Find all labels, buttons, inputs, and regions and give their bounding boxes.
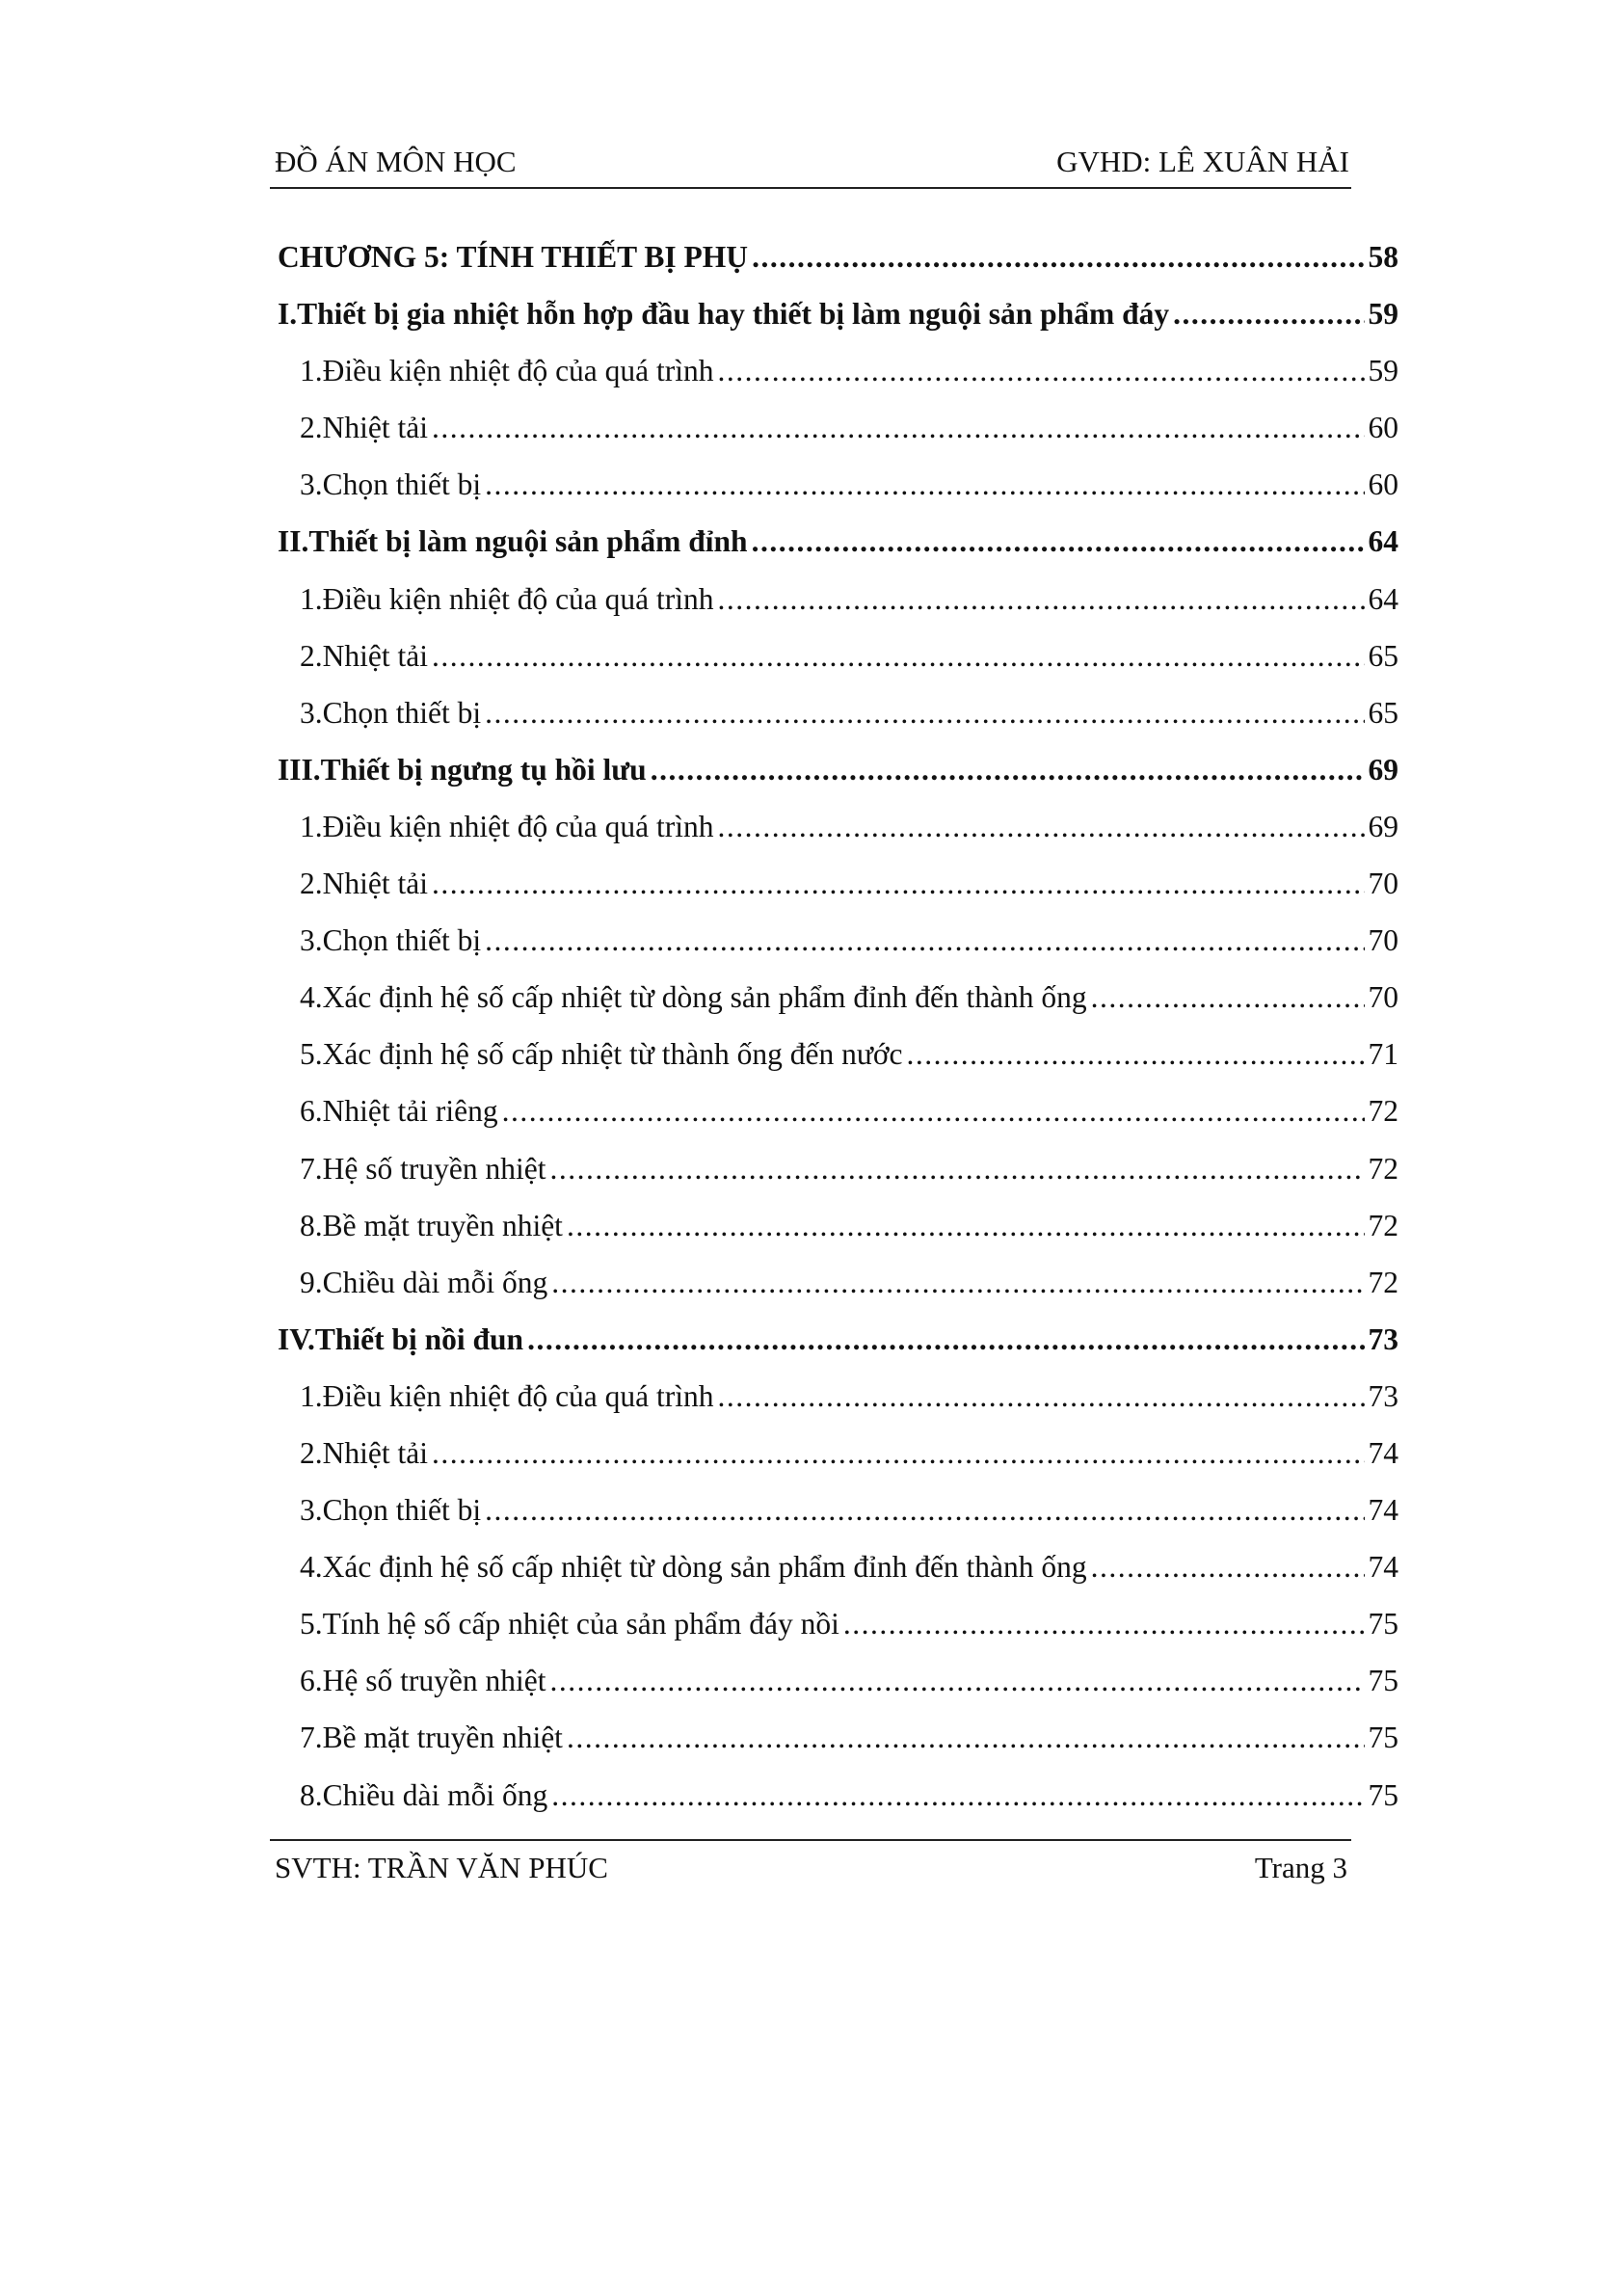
toc-entry-title: Thiết bị gia nhiệt hỗn hợp đầu hay thiết bị làm nguội sản phẩm đáy — [297, 297, 1170, 332]
dot-leader — [502, 1093, 1365, 1130]
toc-entry-page: 70 — [1368, 980, 1398, 1015]
toc-entry-page: 75 — [1368, 1721, 1398, 1755]
toc-entry-page: 75 — [1368, 1664, 1398, 1698]
dot-leader — [549, 1151, 1364, 1188]
toc-entry-number: 3. — [300, 923, 323, 958]
dot-leader — [752, 523, 1365, 560]
dot-leader — [1173, 296, 1364, 333]
toc-subsection-entry — [278, 638, 1398, 695]
dot-leader — [551, 1265, 1364, 1301]
table-of-contents — [278, 239, 1398, 1834]
toc-entry-number: 6. — [300, 1664, 323, 1698]
toc-subsection-entry — [278, 581, 1398, 638]
toc-entry-title: Điều kiện nhiệt độ của quá trình — [322, 1378, 714, 1413]
toc-entry-number: 7. — [300, 1721, 323, 1755]
toc-subsection-entry — [278, 1606, 1398, 1663]
page-footer — [275, 1851, 1347, 1885]
toc-section-entry — [278, 752, 1398, 809]
footer-page-number: Trang 3 — [1254, 1851, 1347, 1884]
toc-subsection-entry — [278, 1720, 1398, 1776]
dot-leader — [752, 239, 1364, 276]
toc-subsection-entry — [278, 1378, 1398, 1435]
toc-entry-number: 5. — [300, 1037, 323, 1072]
toc-entry-number: 5. — [300, 1607, 323, 1641]
toc-entry-number: 7. — [300, 1151, 323, 1186]
toc-entry-number: 2. — [300, 638, 323, 673]
toc-entry-number: 1. — [300, 809, 323, 843]
toc-entry-title: Chọn thiết bị — [322, 695, 482, 730]
toc-entry-page: 65 — [1368, 695, 1398, 730]
toc-entry-number: IV. — [278, 1321, 315, 1356]
toc-entry-title: Thiết bị làm nguội sản phẩm đỉnh — [308, 524, 748, 559]
toc-entry-title: Chọn thiết bị — [322, 1493, 482, 1528]
toc-entry-number: I. — [278, 297, 298, 332]
toc-entry-title: Nhiệt tải — [322, 638, 428, 673]
toc-subsection-entry — [278, 1777, 1398, 1834]
dot-leader — [843, 1606, 1365, 1642]
dot-leader — [651, 752, 1365, 788]
toc-entry-title: Xác định hệ số cấp nhiệt từ dòng sản phẩm đỉnh đến thành ống — [322, 980, 1087, 1015]
toc-entry-title: Chiều dài mỗi ống — [322, 1777, 548, 1812]
toc-section-entry — [278, 523, 1398, 580]
toc-entry-page: 74 — [1368, 1550, 1398, 1585]
toc-subsection-entry — [278, 1492, 1398, 1549]
dot-leader — [549, 1663, 1364, 1699]
toc-entry-page: 75 — [1368, 1607, 1398, 1641]
toc-entry-number: 8. — [300, 1208, 323, 1242]
dot-leader — [527, 1321, 1364, 1358]
toc-chapter-entry — [278, 239, 1398, 296]
toc-entry-title: Tính hệ số cấp nhiệt của sản phẩm đáy nồi — [322, 1607, 839, 1641]
toc-entry-number: 2. — [300, 867, 323, 901]
toc-entry-title: Chiều dài mỗi ống — [322, 1265, 548, 1299]
toc-entry-title: Thiết bị nồi đun — [314, 1321, 524, 1356]
toc-entry-page: 74 — [1368, 1435, 1398, 1470]
toc-entry-page: 60 — [1368, 467, 1398, 502]
toc-subsection-entry — [278, 979, 1398, 1036]
toc-entry-title: Điều kiện nhiệt độ của quá trình — [322, 809, 714, 843]
dot-leader — [485, 467, 1364, 503]
toc-entry-page: 71 — [1368, 1037, 1398, 1072]
toc-subsection-entry — [278, 1208, 1398, 1265]
toc-subsection-entry — [278, 695, 1398, 752]
toc-section-entry — [278, 1321, 1398, 1378]
footer-student: SVTH: TRẦN VĂN PHÚC — [275, 1851, 608, 1884]
toc-entry-page: 75 — [1368, 1777, 1398, 1812]
dot-leader — [567, 1720, 1365, 1756]
toc-entry-number: 4. — [300, 980, 323, 1015]
toc-entry-title: Nhiệt tải — [322, 867, 428, 901]
toc-entry-page: 65 — [1368, 638, 1398, 673]
dot-leader — [567, 1208, 1365, 1244]
toc-entry-number: 1. — [300, 581, 323, 616]
toc-entry-title: Điều kiện nhiệt độ của quá trình — [322, 581, 714, 616]
toc-subsection-entry — [278, 922, 1398, 979]
toc-entry-page: 69 — [1368, 752, 1398, 787]
toc-entry-title: Thiết bị ngưng tụ hồi lưu — [320, 752, 647, 787]
toc-entry-number: 9. — [300, 1265, 323, 1299]
dot-leader — [485, 695, 1364, 732]
toc-entry-page: 58 — [1368, 240, 1398, 274]
toc-entry-page: 72 — [1368, 1094, 1398, 1129]
toc-subsection-entry — [278, 353, 1398, 410]
toc-entry-page: 59 — [1368, 354, 1398, 388]
toc-entry-title: Nhiệt tải — [322, 1435, 428, 1470]
toc-entry-number: II. — [278, 524, 309, 559]
toc-subsection-entry — [278, 809, 1398, 866]
toc-entry-number: 6. — [300, 1094, 323, 1129]
toc-entry-title: Bề mặt truyền nhiệt — [322, 1208, 563, 1242]
toc-entry-title: Xác định hệ số cấp nhiệt từ dòng sản phẩm đỉnh đến thành ống — [322, 1550, 1087, 1585]
toc-entry-number: III. — [278, 752, 321, 787]
toc-entry-number: 2. — [300, 1435, 323, 1470]
toc-entry-title: Bề mặt truyền nhiệt — [322, 1721, 563, 1755]
toc-entry-number: 4. — [300, 1550, 323, 1585]
toc-subsection-entry — [278, 1435, 1398, 1492]
toc-entry-title: CHƯƠNG 5: TÍNH THIẾT BỊ PHỤ — [278, 240, 749, 274]
dot-leader — [718, 581, 1365, 618]
dot-leader — [485, 922, 1364, 959]
toc-subsection-entry — [278, 866, 1398, 922]
toc-entry-number: 3. — [300, 467, 323, 502]
toc-entry-title: Hệ số truyền nhiệt — [322, 1664, 546, 1698]
toc-entry-number: 2. — [300, 411, 323, 445]
toc-entry-number: 1. — [300, 354, 323, 388]
dot-leader — [718, 1378, 1365, 1415]
toc-entry-page: 64 — [1368, 581, 1398, 616]
toc-entry-title: Điều kiện nhiệt độ của quá trình — [322, 354, 714, 388]
toc-entry-page: 73 — [1368, 1378, 1398, 1413]
toc-entry-page: 60 — [1368, 411, 1398, 445]
toc-subsection-entry — [278, 1036, 1398, 1093]
toc-entry-title: Xác định hệ số cấp nhiệt từ thành ống đến nước — [322, 1037, 903, 1072]
toc-entry-page: 69 — [1368, 809, 1398, 843]
toc-entry-page: 59 — [1368, 297, 1398, 332]
footer-rule — [270, 1839, 1351, 1841]
toc-entry-title: Nhiệt tải — [322, 411, 428, 445]
dot-leader — [907, 1036, 1365, 1073]
toc-subsection-entry — [278, 1265, 1398, 1321]
toc-entry-title: Chọn thiết bị — [322, 467, 482, 502]
dot-leader — [551, 1777, 1364, 1814]
toc-entry-page: 64 — [1368, 524, 1398, 559]
toc-entry-number: 3. — [300, 695, 323, 730]
toc-subsection-entry — [278, 1663, 1398, 1720]
toc-entry-title: Nhiệt tải riêng — [322, 1094, 498, 1129]
toc-entry-title: Hệ số truyền nhiệt — [322, 1151, 546, 1186]
toc-entry-page: 73 — [1368, 1321, 1398, 1356]
toc-subsection-entry — [278, 1151, 1398, 1208]
toc-entry-page: 74 — [1368, 1493, 1398, 1528]
page-header — [275, 145, 1349, 179]
toc-entry-page: 70 — [1368, 867, 1398, 901]
dot-leader — [718, 809, 1365, 845]
dot-leader — [1091, 1549, 1365, 1586]
toc-subsection-entry — [278, 410, 1398, 467]
dot-leader — [485, 1492, 1364, 1529]
toc-subsection-entry — [278, 1093, 1398, 1150]
toc-entry-number: 3. — [300, 1493, 323, 1528]
header-supervisor: GVHD: LÊ XUÂN HẢI — [1056, 145, 1349, 178]
toc-entry-page: 70 — [1368, 923, 1398, 958]
toc-entry-page: 72 — [1368, 1151, 1398, 1186]
toc-entry-title: Chọn thiết bị — [322, 923, 482, 958]
dot-leader — [432, 410, 1365, 446]
toc-subsection-entry — [278, 467, 1398, 523]
toc-section-entry — [278, 296, 1398, 353]
toc-entry-number: 8. — [300, 1777, 323, 1812]
dot-leader — [432, 866, 1365, 902]
toc-entry-number: 1. — [300, 1378, 323, 1413]
toc-subsection-entry — [278, 1549, 1398, 1606]
header-rule — [270, 187, 1351, 189]
dot-leader — [718, 353, 1365, 389]
toc-entry-page: 72 — [1368, 1208, 1398, 1242]
header-course-title: ĐỒ ÁN MÔN HỌC — [275, 145, 517, 178]
toc-entry-page: 72 — [1368, 1265, 1398, 1299]
dot-leader — [432, 1435, 1365, 1472]
dot-leader — [1091, 979, 1365, 1016]
dot-leader — [432, 638, 1365, 675]
